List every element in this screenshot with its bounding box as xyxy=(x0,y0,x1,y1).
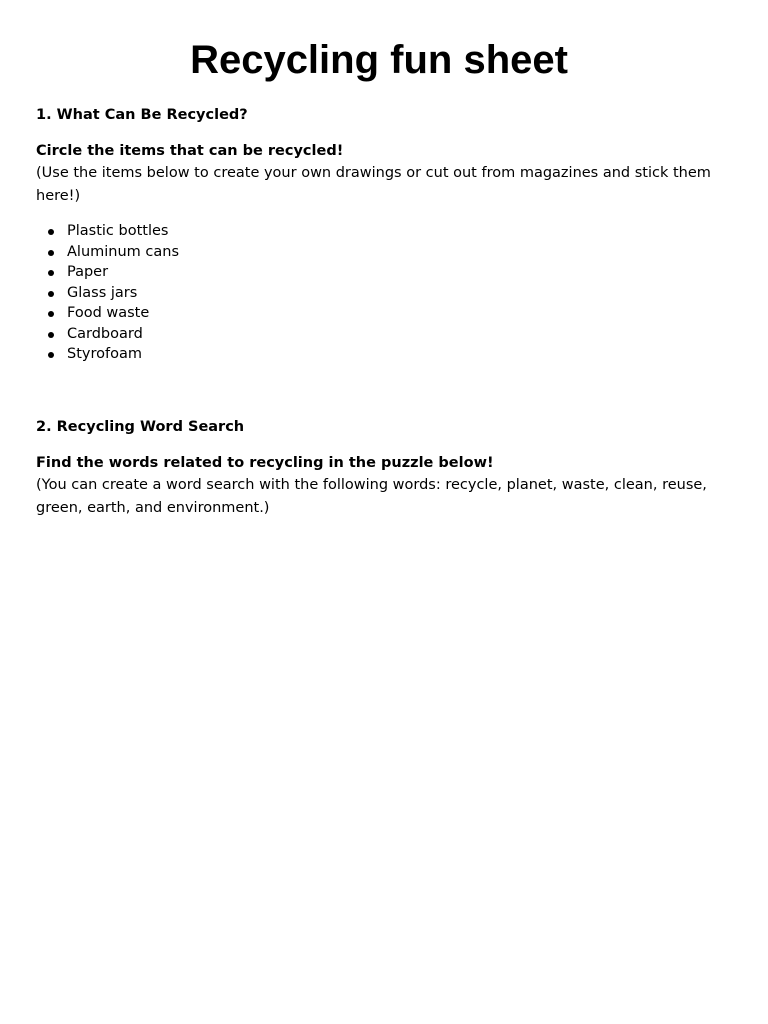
bullet-icon xyxy=(48,229,54,235)
section-what-can-be-recycled xyxy=(36,104,736,365)
bullet-icon xyxy=(48,352,54,358)
list-item-label: Paper xyxy=(67,264,109,280)
list-item xyxy=(36,344,736,365)
list-item-label: Food waste xyxy=(67,305,150,321)
list-item xyxy=(36,242,736,263)
section-note: (Use the items below to create your own drawings or cut out from magazines and stick them here!) xyxy=(36,165,711,204)
section-note: (You can create a word search with the following words: recycle, planet, waste, clean, reuse, green, earth, and environment.) xyxy=(36,477,707,516)
bullet-icon xyxy=(48,291,54,297)
bullet-icon xyxy=(48,250,54,256)
bullet-icon xyxy=(48,270,54,276)
section-heading: 2. Recycling Word Search xyxy=(36,419,245,435)
list-item-label: Styrofoam xyxy=(67,346,142,362)
list-item xyxy=(36,283,736,304)
list-item-label: Plastic bottles xyxy=(67,223,169,239)
section-heading: 1. What Can Be Recycled? xyxy=(36,107,248,123)
list-item-label: Aluminum cans xyxy=(67,243,180,260)
section-instruction: Find the words related to recycling in the puzzle below! xyxy=(36,455,494,471)
section-instruction: Circle the items that can be recycled! xyxy=(36,143,344,159)
list-item xyxy=(36,324,736,345)
list-item xyxy=(36,221,736,242)
section-word-search xyxy=(36,416,736,519)
page-title: Recycling fun sheet xyxy=(190,38,568,82)
list-item-label: Cardboard xyxy=(67,325,143,342)
recyclable-items-list xyxy=(36,221,736,365)
list-item xyxy=(36,303,736,324)
list-item-label: Glass jars xyxy=(67,284,138,301)
bullet-icon xyxy=(48,311,54,317)
bullet-icon xyxy=(48,332,54,338)
list-item xyxy=(36,262,736,283)
